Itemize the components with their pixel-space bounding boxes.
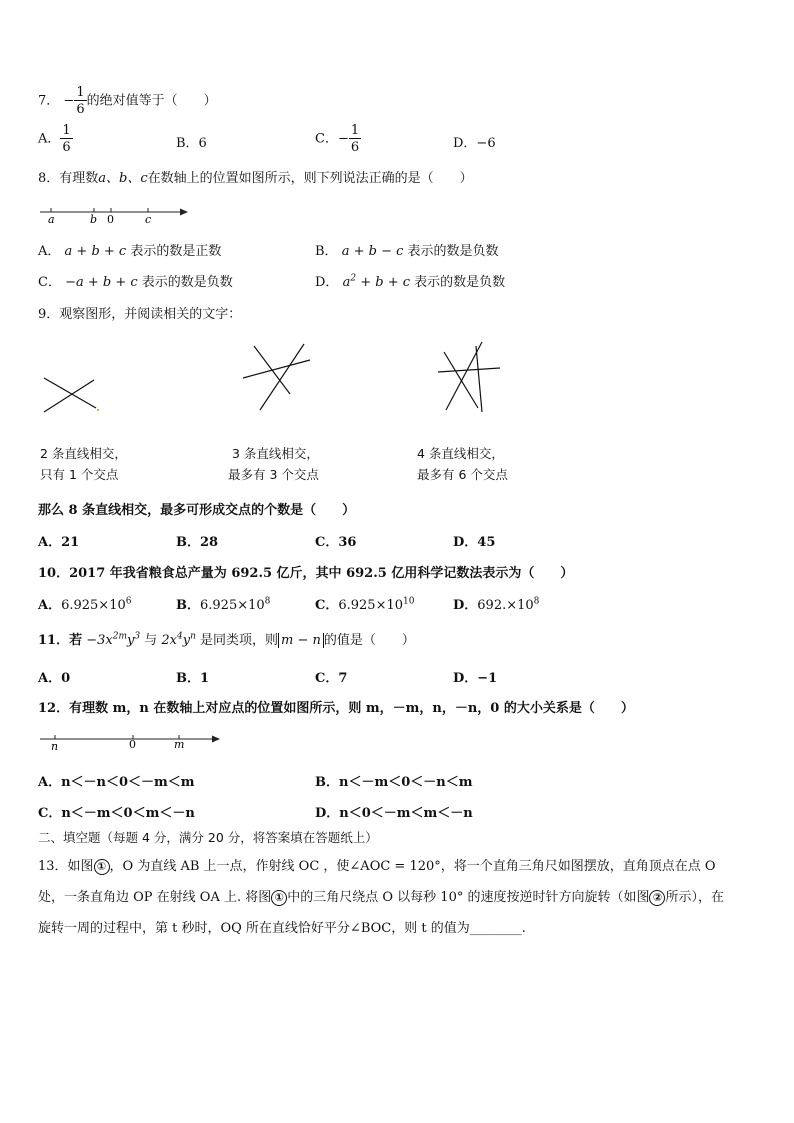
q8-a-expr: a + b + c bbox=[64, 244, 127, 259]
q13-line-3: 旋转一周的过程中，第 t 秒时，OQ 所在直线恰好平分∠BOC，则 t 的值为________. bbox=[38, 921, 526, 936]
q13-l1-b: ，O 为直线 AB 上一点，作射线 OC ，使∠AOC = 120°，将一个直角三角尺如图摆放，直角顶点在点 O bbox=[109, 859, 716, 874]
q11-term2-yexp: n bbox=[190, 631, 196, 642]
q8-a-text: 表示的数是正数 bbox=[130, 244, 222, 259]
q11-term2 bbox=[161, 633, 196, 648]
q8-c-text: 表示的数是负数 bbox=[141, 275, 233, 290]
q11-term1-yexp: 3 bbox=[134, 631, 141, 642]
q11-abs-expr: m − n bbox=[281, 633, 321, 648]
q9-figure-four-lines bbox=[432, 336, 506, 416]
q11-term1-y: y bbox=[127, 633, 135, 648]
q8-b-expr: a + b − c bbox=[341, 244, 404, 259]
q13-figure-2-marker: ② bbox=[649, 890, 665, 906]
q7-c-minus: − bbox=[337, 131, 349, 147]
q9-figure-three-lines bbox=[236, 338, 316, 418]
q10-c-label: C． bbox=[315, 598, 339, 613]
q11-option-c[interactable]: C．7 bbox=[315, 671, 348, 686]
q10-c-exp: 10 bbox=[403, 596, 415, 607]
q8-option-c[interactable] bbox=[38, 271, 233, 290]
q10-b-base: 6.925×10 bbox=[200, 598, 265, 613]
q8-d-expr bbox=[343, 275, 410, 290]
q12-axis-label-m: m bbox=[174, 738, 185, 751]
q10-a-exp: 6 bbox=[125, 596, 132, 607]
q13-figure-1-marker-2: ① bbox=[271, 890, 287, 906]
q8-stem-vars: a、b、c bbox=[98, 171, 148, 186]
q13-l2-c: 所示），在 bbox=[665, 890, 724, 905]
q10-option-c[interactable] bbox=[315, 594, 414, 613]
q10-b-label: B． bbox=[176, 598, 200, 613]
q9-option-a[interactable]: A．21 bbox=[38, 535, 80, 550]
q10-a-base: 6.925×10 bbox=[61, 598, 126, 613]
q7-frac-num: 1 bbox=[76, 85, 85, 100]
q9-stem: 9．观察图形，并阅读相关的文字： bbox=[38, 307, 242, 322]
q8-axis-label-0: 0 bbox=[107, 213, 114, 226]
q12-option-a[interactable]: A．n＜－n＜0＜－m＜m bbox=[38, 775, 195, 790]
q8-option-d[interactable] bbox=[315, 271, 505, 290]
q8-option-b[interactable] bbox=[315, 240, 499, 259]
q11-term2-y: y bbox=[182, 633, 191, 648]
q12-option-b[interactable]: B．n＜－m＜0＜－n＜m bbox=[315, 775, 473, 790]
q10-option-a[interactable] bbox=[38, 594, 131, 613]
q8-axis-label-a: a bbox=[48, 213, 55, 226]
q8-axis-label-c: c bbox=[145, 213, 152, 226]
q10-d-base: 692.×10 bbox=[477, 598, 534, 613]
q8-c-expr: −a + b + c bbox=[65, 275, 138, 290]
q7-a-num: 1 bbox=[62, 123, 71, 138]
q9-option-d[interactable]: D．45 bbox=[453, 535, 496, 550]
q8-axis-label-b: b bbox=[90, 213, 98, 226]
q8-d-expr-b: + b + c bbox=[356, 275, 410, 290]
q9-caption-1-line1: 2 条直线相交， bbox=[40, 446, 127, 461]
q8-number-line bbox=[38, 200, 190, 226]
q11-abs bbox=[278, 633, 324, 648]
q12-stem: 12．有理数 m，n 在数轴上对应点的位置如图所示，则 m，－m，n，－n，0 的大小关系是（ ） bbox=[38, 701, 634, 716]
q7-stem bbox=[38, 86, 217, 116]
q7-option-c[interactable] bbox=[315, 124, 361, 154]
q11-stem-c: 的值是（ ） bbox=[323, 633, 415, 648]
section-2-title: 二、填空题（每题 4 分，满分 20 分，将答案填在答题纸上） bbox=[38, 830, 378, 845]
q13-l1-a: 13．如图 bbox=[38, 859, 94, 874]
q8-c-label: C． bbox=[38, 275, 61, 290]
q9-caption-3-line2: 最多有 6 个交点 bbox=[417, 467, 508, 482]
q9-caption-1-line2: 只有 1 个交点 bbox=[40, 467, 119, 482]
q10-option-b[interactable] bbox=[176, 594, 270, 613]
q9-caption-3-line1: 4 条直线相交， bbox=[417, 446, 504, 461]
q12-option-d[interactable]: D．n＜0＜－m＜m＜－n bbox=[315, 806, 473, 821]
q10-stem: 10．2017 年我省粮食总产量为 692.5 亿斤，其中 692.5 亿用科学记数法表示为（ ） bbox=[38, 566, 574, 581]
q12-option-c[interactable]: C．n＜－m＜0＜m＜－n bbox=[38, 806, 195, 821]
q7-option-b[interactable]: B．6 bbox=[176, 136, 207, 151]
q7-fraction bbox=[74, 86, 86, 116]
q8-d-text: 表示的数是负数 bbox=[414, 275, 506, 290]
q10-a-label: A． bbox=[38, 598, 62, 613]
q13-line-2 bbox=[38, 886, 724, 906]
q11-term2-exp: 4 bbox=[177, 631, 183, 642]
q8-stem-b: 在数轴上的位置如图所示，则下列说法正确的是（ ） bbox=[147, 171, 473, 186]
q11-stem bbox=[38, 629, 415, 648]
q11-term1 bbox=[86, 633, 140, 648]
q11-stem-b: 是同类项，则 bbox=[200, 633, 279, 648]
q10-c-base: 6.925×10 bbox=[338, 598, 404, 613]
q9-option-b[interactable]: B．28 bbox=[176, 535, 219, 550]
q12-axis-label-0: 0 bbox=[129, 738, 136, 751]
q13-figure-1-marker: ① bbox=[94, 859, 110, 875]
q9-caption-2-line2: 最多有 3 个交点 bbox=[228, 467, 319, 482]
q7-c-label: C． bbox=[315, 131, 338, 147]
q9-option-c[interactable]: C．36 bbox=[315, 535, 357, 550]
q7-a-den: 6 bbox=[62, 140, 71, 155]
q13-line-1 bbox=[38, 855, 716, 875]
q11-option-d[interactable]: D．−1 bbox=[453, 671, 498, 686]
q10-option-d[interactable] bbox=[453, 594, 539, 613]
q12-axis-label-n: n bbox=[51, 740, 59, 753]
q8-stem-a: 8．有理数 bbox=[38, 171, 99, 186]
q11-option-a[interactable]: A．0 bbox=[38, 671, 71, 686]
q12-number-line bbox=[38, 728, 222, 754]
q7-text: 的绝对值等于（ ） bbox=[86, 93, 217, 109]
q9-figure-two-lines bbox=[38, 370, 108, 420]
q10-d-exp: 8 bbox=[533, 596, 540, 607]
q7-c-num: 1 bbox=[350, 123, 360, 138]
q7-c-den: 6 bbox=[350, 140, 360, 155]
q13-l2-a: 处，一条直角边 OP 在射线 OA 上. 将图 bbox=[38, 890, 272, 905]
q8-d-label: D． bbox=[315, 275, 339, 290]
q9-question: 那么 8 条直线相交，最多可形成交点的个数是（ ） bbox=[38, 503, 356, 518]
q7-option-d[interactable]: D．−6 bbox=[453, 136, 496, 151]
q11-term1-base: −3x bbox=[86, 633, 113, 648]
q11-term1-exp: 2m bbox=[112, 631, 127, 642]
q7-c-fraction bbox=[349, 124, 361, 154]
q7-a-fraction bbox=[60, 124, 72, 154]
q8-d-expr-a: a bbox=[342, 275, 351, 290]
q11-term2-base: 2x bbox=[161, 633, 177, 648]
q8-stem bbox=[38, 167, 473, 186]
q8-d-expr-sup: 2 bbox=[350, 273, 357, 284]
q8-option-a[interactable] bbox=[38, 240, 221, 259]
q11-stem-a: 11．若 bbox=[38, 633, 83, 648]
q9-caption-1 bbox=[40, 443, 127, 485]
q7-minus: − bbox=[63, 93, 75, 109]
q9-caption-2 bbox=[228, 443, 319, 485]
q8-b-text: 表示的数是负数 bbox=[407, 244, 499, 259]
q10-b-exp: 8 bbox=[264, 596, 271, 607]
q7-option-a[interactable] bbox=[38, 124, 73, 154]
q7-frac-den: 6 bbox=[76, 102, 85, 117]
q8-a-label: A． bbox=[38, 244, 61, 259]
q11-option-b[interactable]: B．1 bbox=[176, 671, 210, 686]
q11-mid: 与 bbox=[144, 633, 158, 648]
q7-a-label: A． bbox=[38, 131, 61, 147]
q8-b-label: B． bbox=[315, 244, 338, 259]
q9-caption-3 bbox=[417, 443, 508, 485]
q13-l2-b: 中的三角尺绕点 O 以每秒 10° 的速度按逆时针方向旋转（如图 bbox=[287, 890, 650, 905]
q9-caption-2-line1: 3 条直线相交， bbox=[232, 446, 319, 461]
q10-d-label: D． bbox=[453, 598, 478, 613]
q7-number: 7． bbox=[38, 93, 60, 109]
